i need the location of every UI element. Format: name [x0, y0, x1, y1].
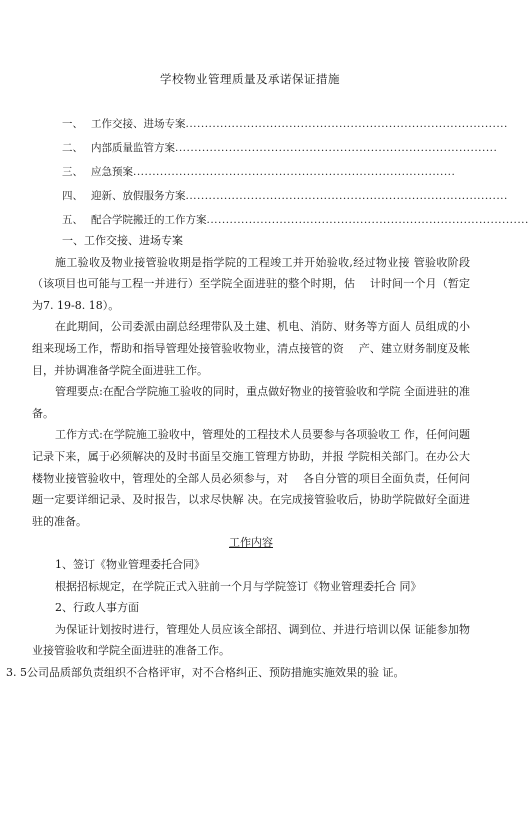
document-body — [6, 230, 470, 683]
paragraph: 3. 5公司品质部负责组织不合格评审，对不合格纠正、预防措施实施效果的验 证。 — [6, 665, 405, 679]
toc-label: 内部质量监管方案 — [91, 142, 175, 154]
toc-number: 三、 — [62, 166, 83, 178]
paragraph: 为保证计划按时进行，管理处人员应该全部招、调到位、并进行培训以保 证能参加物业接管验收和学院全面进驻的准备工作。 — [32, 622, 470, 658]
subsection-heading: 工作内容 — [229, 536, 273, 550]
toc-label: 工作交接、进场专案 — [91, 118, 186, 130]
toc-entry[interactable] — [62, 160, 456, 184]
paragraph: 施工验收及物业接管验收期是指学院的工程竣工并开始验收,经过物业接 管验收阶段（该项目也可能与工程一并进行）至学院全面进驻的整个时期，估 计时间一个月（暂定为7. 19-8. 18）。 — [32, 255, 470, 312]
item-heading: 1、签订《物业管理委托合同》 — [55, 557, 205, 571]
document-title: 学校物业管理质量及承诺保证措施 — [160, 72, 340, 86]
toc-number: 二、 — [62, 142, 83, 154]
paragraph: 管理要点:在配合学院施工验收的同时，重点做好物业的接管验收和学院 全面进驻的准备。 — [32, 385, 470, 420]
toc-leader-dots: .................................................................................... — [133, 166, 456, 178]
toc-leader-dots: .................................................................................... — [185, 190, 508, 202]
toc-label: 配合学院搬迁的工作方案 — [91, 214, 207, 226]
toc-number: 五、 — [62, 214, 83, 226]
paragraph: 根据招标规定，在学院正式入驻前一个月与学院签订《物业管理委托合 同》 — [55, 579, 422, 593]
toc-leader-dots: .................................................................................... — [175, 142, 498, 154]
section-heading: 一、工作交接、进场专案 — [62, 234, 183, 247]
toc-number: 一、 — [62, 118, 83, 130]
toc-leader-dots: .................................................................................... — [185, 118, 508, 130]
table-of-contents — [62, 112, 529, 232]
toc-number: 四、 — [62, 190, 83, 202]
toc-label: 应急预案 — [91, 166, 133, 178]
paragraph: 在此期间，公司委派由副总经理带队及土建、机电、消防、财务等方面人 员组成的小组来现场工作，帮助和指导管理处接管验收物业，清点接管的资 产、建立财务制度及帐目，并协调准备学院全面进驻工作。 — [32, 320, 470, 377]
toc-label: 迎新、放假服务方案 — [91, 190, 186, 202]
toc-entry[interactable] — [62, 112, 508, 136]
toc-entry[interactable] — [62, 208, 529, 232]
toc-leader-dots: .................................................................................... — [206, 214, 529, 226]
toc-entry[interactable] — [62, 136, 498, 160]
paragraph: 工作方式:在学院施工验收中，管理处的工程技术人员要参与各项验收工 作，任何问题记录下来，属于必须解决的及时书面呈交施工管理方协助，并报 学院相关部门。在办公大楼物业接管验收中，管理处的全部人员必须参与，对 各自分管的项目全面负责，任何问题一定要详细记录、及时报告，以求尽快解 决。在完成接管验收后，协助学院做好全面进驻的准备。 — [32, 428, 470, 528]
toc-entry[interactable] — [62, 184, 508, 208]
item-heading: 2、行政人事方面 — [55, 601, 139, 615]
